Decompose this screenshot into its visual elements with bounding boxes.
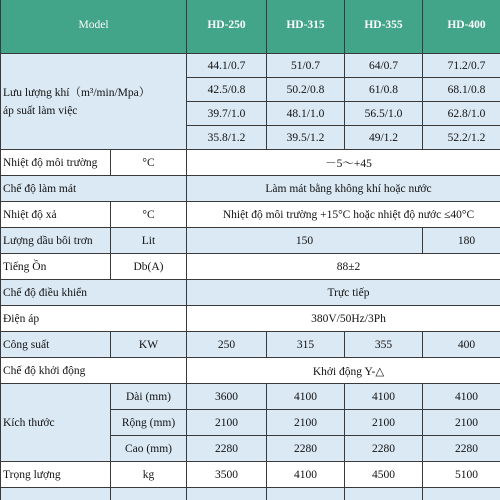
noise-row (1, 254, 500, 280)
noise-unit: Db(A) (111, 254, 187, 280)
cooling-value: Làm mát bằng không khí hoặc nước (187, 176, 500, 202)
weight-value: 4500 (345, 462, 423, 488)
dimension-value: 2280 (267, 436, 345, 462)
header-row (1, 0, 500, 54)
power-value: 355 (345, 332, 423, 358)
noise-label: Tiếng Ồn (1, 254, 111, 280)
flow-value: 44.1/0.7 (187, 54, 267, 78)
dimension-value: 2280 (345, 436, 423, 462)
flow-value: 62.8/1.0 (423, 102, 500, 126)
flow-value: 35.8/1.2 (187, 126, 267, 150)
voltage-label: Điện áp (1, 306, 187, 332)
weight-row (1, 462, 500, 488)
flow-value: 71.2/0.7 (423, 54, 500, 78)
dimension-value: 4100 (267, 384, 345, 410)
oil-value: 150 (187, 228, 423, 254)
flow-value: 48.1/1.0 (267, 102, 345, 126)
dimension-row (1, 384, 500, 410)
power-value: 250 (187, 332, 267, 358)
weight-unit: kg (111, 462, 187, 488)
control-row (1, 280, 500, 306)
ambient-temp-value: －5～+45 (187, 150, 500, 176)
dimension-value: 2280 (187, 436, 267, 462)
model-name: HD-315 (267, 0, 345, 54)
startup-label: Chế độ khởi động (1, 358, 187, 384)
model-name: HD-250 (187, 0, 267, 54)
oil-label: Lượng dầu bôi trơn (1, 228, 111, 254)
flow-value: 51/0.7 (267, 54, 345, 78)
flow-value: 68.1/0.8 (423, 78, 500, 102)
oil-row (1, 228, 500, 254)
oil-value: 180 (423, 228, 500, 254)
dimension-value: 3600 (187, 384, 267, 410)
model-name: HD-355 (345, 0, 423, 54)
flow-value: 50.2/0.8 (267, 78, 345, 102)
weight-value: 5100 (423, 462, 500, 488)
power-value: 315 (267, 332, 345, 358)
exhaust-temp-label: Nhiệt độ xả (1, 202, 111, 228)
dimension-sublabel: Dài (mm) (111, 384, 187, 410)
dimension-value: 4100 (423, 384, 500, 410)
ambient-temp-label: Nhiệt độ môi trường (1, 150, 111, 176)
power-label: Công suất (1, 332, 111, 358)
dimension-value: 4100 (345, 384, 423, 410)
flow-value: 42.5/0.8 (187, 78, 267, 102)
weight-label: Trọng lượng (1, 462, 111, 488)
power-unit: KW (111, 332, 187, 358)
model-header: Model (1, 0, 187, 54)
flow-row (1, 54, 500, 78)
power-row (1, 332, 500, 358)
flow-label-line1: Lưu lượng khí（m³/min/Mpa） (3, 86, 151, 99)
voltage-value: 380V/50Hz/3Ph (187, 306, 500, 332)
dimensions-label: Kích thước (1, 384, 111, 462)
power-value: 400 (423, 332, 500, 358)
exhaust-temp-unit: °C (111, 202, 187, 228)
flow-label (1, 54, 187, 150)
control-label: Chế độ điều khiển (1, 280, 187, 306)
ambient-temp-row (1, 150, 500, 176)
flow-value: 64/0.7 (345, 54, 423, 78)
dimension-value: 2100 (187, 410, 267, 436)
dimension-value: 2100 (345, 410, 423, 436)
cut-off-cell (423, 488, 500, 500)
flow-value: 56.5/1.0 (345, 102, 423, 126)
voltage-row (1, 306, 500, 332)
exhaust-temp-row (1, 202, 500, 228)
cut-off-cell (111, 488, 187, 500)
dimension-sublabel: Rộng (mm) (111, 410, 187, 436)
weight-value: 3500 (187, 462, 267, 488)
model-name: HD-400 (423, 0, 500, 54)
flow-value: 61/0.8 (345, 78, 423, 102)
weight-value: 4100 (267, 462, 345, 488)
cut-off-cell (1, 488, 111, 500)
flow-value: 52.2/1.2 (423, 126, 500, 150)
cut-off-cell (187, 488, 267, 500)
ambient-temp-unit: °C (111, 150, 187, 176)
dimension-value: 2100 (423, 410, 500, 436)
startup-value: Khởi động Y-△ (187, 358, 500, 384)
control-value: Trực tiếp (187, 280, 500, 306)
noise-value: 88±2 (187, 254, 500, 280)
dimension-value: 2100 (267, 410, 345, 436)
flow-value: 39.7/1.0 (187, 102, 267, 126)
oil-unit: Lit (111, 228, 187, 254)
cut-off-cell (345, 488, 423, 500)
dimension-sublabel: Cao (mm) (111, 436, 187, 462)
cut-off-cell (267, 488, 345, 500)
flow-value: 49/1.2 (345, 126, 423, 150)
cut-off-row (1, 488, 500, 500)
cooling-row (1, 176, 500, 202)
flow-value: 39.5/1.2 (267, 126, 345, 150)
cooling-label: Chế độ làm mát (1, 176, 187, 202)
exhaust-temp-value: Nhiệt độ môi trường +15°C hoặc nhiệt độ nước ≤40°C (187, 202, 500, 228)
flow-label-line2: áp suất làm việc (3, 104, 78, 117)
dimension-value: 2280 (423, 436, 500, 462)
startup-row (1, 358, 500, 384)
